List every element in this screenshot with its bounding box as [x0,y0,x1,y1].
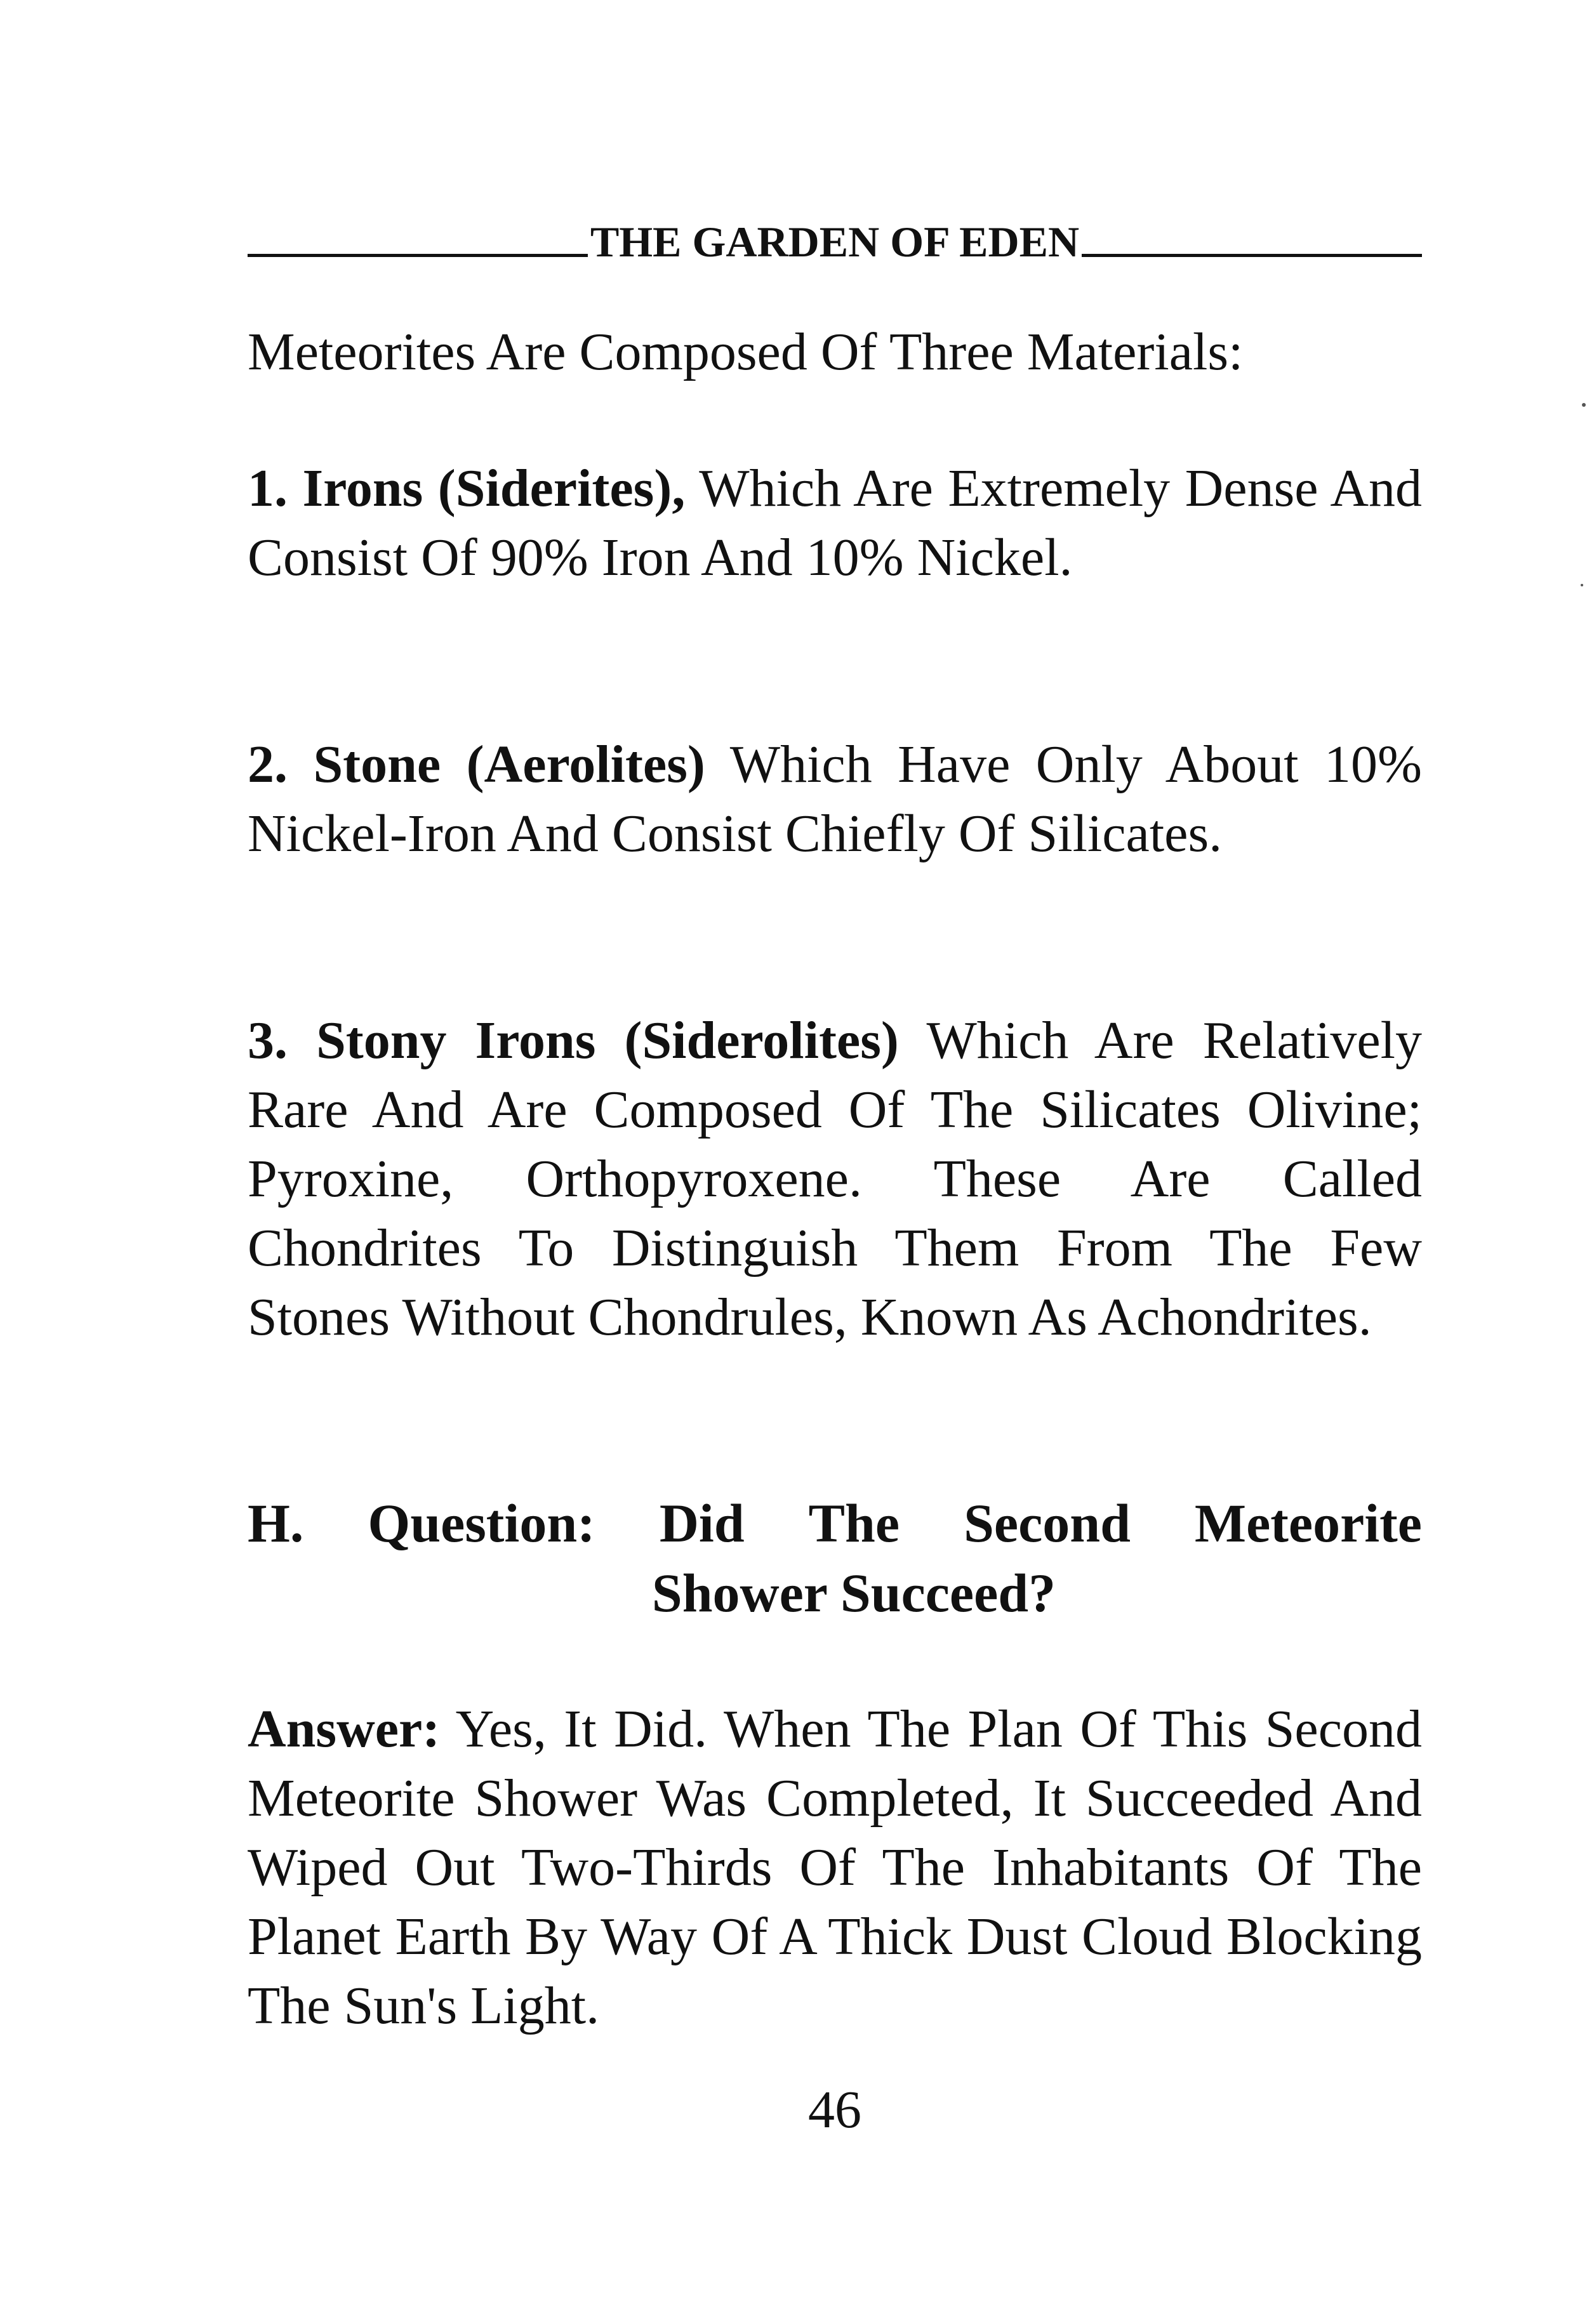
page-number: 46 [808,2080,861,2139]
item-number: 1. [248,459,288,518]
item-text: Which Have Only About 10% Nickel-Iron And Consist Chiefly Of Silicates. [248,735,1423,863]
section-label: H. [248,1493,304,1554]
answer-text: Yes, It Did. When The Plan Of This Second Meteorite Shower Was Completed, It Succeeded And Wiped Out Two-Thirds Of The Inhabitants Of The Planet Earth By Way Of A Thick Dust Cloud Blocking The Sun's Light. [248,1700,1422,2035]
heading-word: Did [659,1493,745,1554]
list-item [248,454,1422,592]
item-number: 3. [248,1011,288,1070]
answer-label: Answer: [248,1700,441,1759]
scan-speck [1582,403,1586,407]
item-term: Irons (Siderites), [302,459,686,518]
running-head [248,206,1422,266]
list-item [248,1006,1422,1352]
section-heading [248,1488,1422,1628]
heading-word: Question: [368,1493,595,1554]
item-term: Stony Irons (Siderolites) [316,1011,899,1070]
heading-word: The [808,1493,900,1554]
section-heading-line-2: Shower Succeed? [651,1562,1056,1623]
section-heading-line-1 [248,1488,1422,1558]
list-item [248,730,1422,868]
scan-speck [1581,584,1583,586]
running-head-rule-left [248,254,588,257]
heading-word: Second [964,1493,1131,1554]
intro-paragraph: Meteorites Are Composed Of Three Materials: [248,322,1244,381]
item-text: Which Are Relatively Rare And Are Composed Of The Silicates Olivine; Pyroxine, Orthopyroxene. These Are Called Chondrites To Distinguish Them From The Few Stones Without Chondrules, Known As Achondrites. [248,1011,1423,1347]
item-number: 2. [248,735,288,794]
running-head-rule-right [1082,254,1422,257]
item-term: Stone (Aerolites) [313,735,705,794]
answer-paragraph [248,1694,1422,2040]
heading-word: Meteorite [1194,1493,1422,1554]
running-head-title: THE GARDEN OF EDEN [590,218,1080,266]
item-text: Which Are Extremely Dense And Consist Of 90% Iron And 10% Nickel. [248,459,1423,587]
